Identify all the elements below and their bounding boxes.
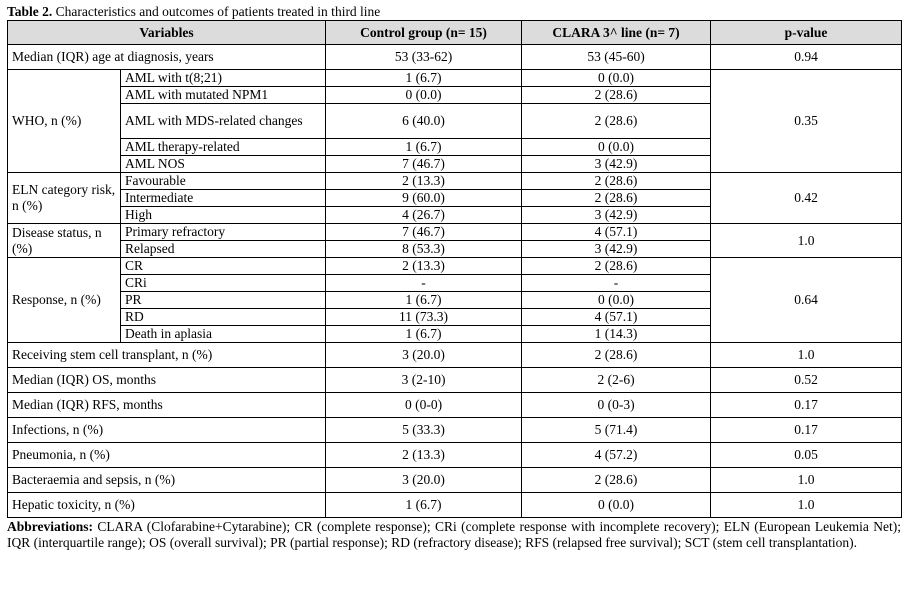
group-label: WHO, n (%) xyxy=(8,70,121,173)
p-value: 0.52 xyxy=(711,368,902,393)
sub-label: CR xyxy=(121,258,326,275)
sub-label: AML NOS xyxy=(121,156,326,173)
control-value: 3 (20.0) xyxy=(326,468,522,493)
clara-value: 2 (28.6) xyxy=(522,343,711,368)
control-value: 1 (6.7) xyxy=(326,70,522,87)
row-label: Infections, n (%) xyxy=(8,418,326,443)
header-pvalue: p-value xyxy=(711,21,902,45)
row-label: Hepatic toxicity, n (%) xyxy=(8,493,326,518)
sub-label: Primary refractory xyxy=(121,224,326,241)
p-value: 0.94 xyxy=(711,45,902,70)
row-label: Median (IQR) age at diagnosis, years xyxy=(8,45,326,70)
p-value: 0.64 xyxy=(711,258,902,343)
control-value: 1 (6.7) xyxy=(326,139,522,156)
sub-label: AML with t(8;21) xyxy=(121,70,326,87)
clara-value: 4 (57.1) xyxy=(522,224,711,241)
sub-label: AML with MDS-related changes xyxy=(121,104,326,139)
clara-value: 2 (2-6) xyxy=(522,368,711,393)
sub-label: CRi xyxy=(121,275,326,292)
p-value: 0.17 xyxy=(711,393,902,418)
caption-label: Table 2. xyxy=(7,4,53,19)
clara-value: 0 (0.0) xyxy=(522,139,711,156)
control-value: 5 (33.3) xyxy=(326,418,522,443)
abbreviations-text: CLARA (Clofarabine+Cytarabine); CR (complete response); CRi (complete response with incomplete recovery); ELN (European Leukemia Net); IQR (interquartile range); OS (overall survival); PR (partial response); RD (refractory disease); RFS (relapsed free survival); SCT (stem cell transplantation). xyxy=(7,519,901,550)
row-label: Median (IQR) OS, months xyxy=(8,368,326,393)
control-value: 3 (20.0) xyxy=(326,343,522,368)
control-value: 2 (13.3) xyxy=(326,258,522,275)
p-value: 1.0 xyxy=(711,493,902,518)
table-row xyxy=(8,258,902,275)
table-row xyxy=(8,224,902,241)
table-row xyxy=(8,70,902,87)
clara-value: 2 (28.6) xyxy=(522,190,711,207)
row-label: Bacteraemia and sepsis, n (%) xyxy=(8,468,326,493)
group-label: Disease status, n (%) xyxy=(8,224,121,258)
abbreviations-label: Abbreviations: xyxy=(7,519,94,534)
control-value: 0 (0.0) xyxy=(326,87,522,104)
group-label: Response, n (%) xyxy=(8,258,121,343)
row-label: Median (IQR) RFS, months xyxy=(8,393,326,418)
control-value: 1 (6.7) xyxy=(326,493,522,518)
sub-label: Favourable xyxy=(121,173,326,190)
table-row xyxy=(8,418,902,443)
clara-value: 53 (45-60) xyxy=(522,45,711,70)
control-value: 4 (26.7) xyxy=(326,207,522,224)
clara-value: 0 (0.0) xyxy=(522,493,711,518)
clara-value: 0 (0.0) xyxy=(522,70,711,87)
control-value: 7 (46.7) xyxy=(326,224,522,241)
table-row xyxy=(8,343,902,368)
abbreviations-note xyxy=(7,519,901,551)
clara-value: 2 (28.6) xyxy=(522,87,711,104)
clara-value: 2 (28.6) xyxy=(522,258,711,275)
clara-value: 2 (28.6) xyxy=(522,468,711,493)
clara-value: 1 (14.3) xyxy=(522,326,711,343)
clara-value: 4 (57.1) xyxy=(522,309,711,326)
sub-label: High xyxy=(121,207,326,224)
p-value: 0.35 xyxy=(711,70,902,173)
p-value: 1.0 xyxy=(711,224,902,258)
table-row xyxy=(8,173,902,190)
clara-value: 0 (0-3) xyxy=(522,393,711,418)
sub-label: Relapsed xyxy=(121,241,326,258)
table-row xyxy=(8,493,902,518)
clara-value: 4 (57.2) xyxy=(522,443,711,468)
clara-value: - xyxy=(522,275,711,292)
table-row xyxy=(8,45,902,70)
control-value: 2 (13.3) xyxy=(326,443,522,468)
p-value: 0.05 xyxy=(711,443,902,468)
characteristics-table xyxy=(7,20,902,518)
control-value: 6 (40.0) xyxy=(326,104,522,139)
sub-label: RD xyxy=(121,309,326,326)
p-value: 0.17 xyxy=(711,418,902,443)
row-label: Receiving stem cell transplant, n (%) xyxy=(8,343,326,368)
control-value: 8 (53.3) xyxy=(326,241,522,258)
sub-label: Death in aplasia xyxy=(121,326,326,343)
clara-value: 0 (0.0) xyxy=(522,292,711,309)
clara-value: 5 (71.4) xyxy=(522,418,711,443)
control-value: - xyxy=(326,275,522,292)
p-value: 1.0 xyxy=(711,468,902,493)
control-value: 0 (0-0) xyxy=(326,393,522,418)
table-caption xyxy=(7,4,902,20)
group-label: ELN category risk, n (%) xyxy=(8,173,121,224)
table-row xyxy=(8,443,902,468)
control-value: 9 (60.0) xyxy=(326,190,522,207)
header-control: Control group (n= 15) xyxy=(326,21,522,45)
clara-value: 2 (28.6) xyxy=(522,104,711,139)
control-value: 3 (2-10) xyxy=(326,368,522,393)
sub-label: Intermediate xyxy=(121,190,326,207)
table-row xyxy=(8,368,902,393)
sub-label: AML therapy-related xyxy=(121,139,326,156)
header-clara: CLARA 3^ line (n= 7) xyxy=(522,21,711,45)
header-row xyxy=(8,21,902,45)
control-value: 1 (6.7) xyxy=(326,292,522,309)
table-row xyxy=(8,393,902,418)
p-value: 0.42 xyxy=(711,173,902,224)
control-value: 2 (13.3) xyxy=(326,173,522,190)
sub-label: PR xyxy=(121,292,326,309)
clara-value: 3 (42.9) xyxy=(522,241,711,258)
clara-value: 3 (42.9) xyxy=(522,207,711,224)
control-value: 7 (46.7) xyxy=(326,156,522,173)
table-row xyxy=(8,468,902,493)
header-variables: Variables xyxy=(8,21,326,45)
sub-label: AML with mutated NPM1 xyxy=(121,87,326,104)
p-value: 1.0 xyxy=(711,343,902,368)
control-value: 11 (73.3) xyxy=(326,309,522,326)
control-value: 1 (6.7) xyxy=(326,326,522,343)
control-value: 53 (33-62) xyxy=(326,45,522,70)
caption-text: Characteristics and outcomes of patients treated in third line xyxy=(52,4,381,19)
clara-value: 3 (42.9) xyxy=(522,156,711,173)
row-label: Pneumonia, n (%) xyxy=(8,443,326,468)
clara-value: 2 (28.6) xyxy=(522,173,711,190)
